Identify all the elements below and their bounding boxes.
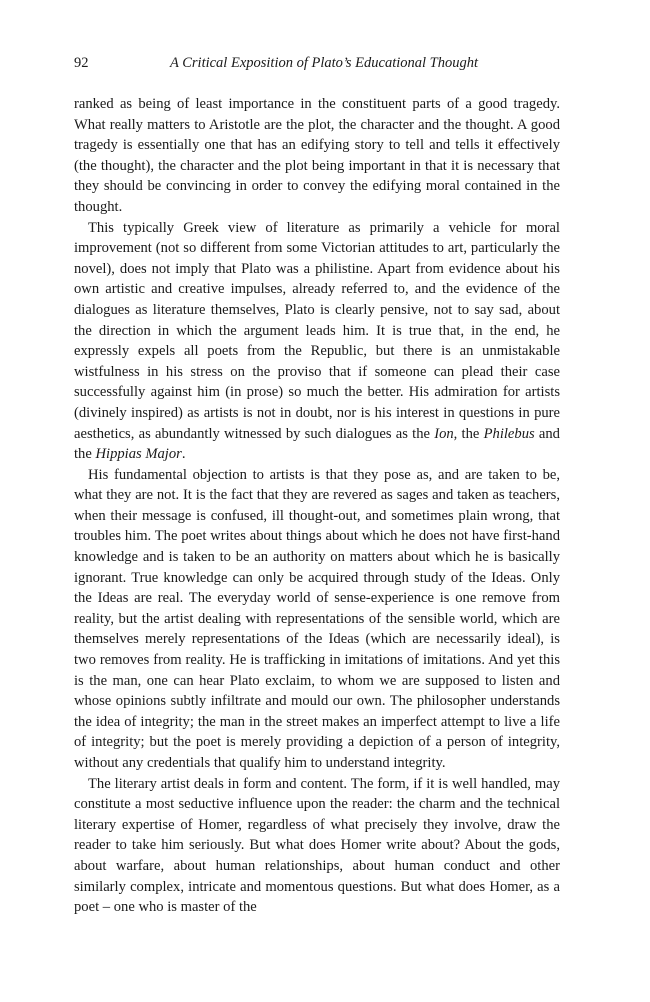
dialogue-title-hippias-major: Hippias Major — [95, 446, 182, 463]
separator: and the — [74, 425, 560, 463]
paragraph-2 — [74, 218, 560, 465]
separator: , the — [453, 425, 484, 442]
sentence-end: . — [181, 446, 186, 463]
dialogue-title-ion: Ion — [434, 425, 454, 442]
paragraph-2-text: This typically Greek view of literature as primarily a vehicle for moral improvement (not so different from some Victorian attitudes to art, particularly the novel), does not imply that Plato was a philistine. Apart from evidence about his own artistic and creative impulses, already referred to, and the evidence of the dialogues as literature themselves, Plato is clearly pensive, not to say sad, about the direction in which the argument leads him. It is true that, in the end, he expressly expels all poets from the Republic, but there is an unmistakable wistfulness in his stress on the proviso that if someone can plead their case successfully against him (in prose) so much the better. His admiration for artists (divinely inspired) as artists is not in doubt, nor is his interest in questions in pure aesthetics, as abundantly witnessed by such dialogues as the — [74, 219, 560, 442]
running-head — [74, 52, 560, 74]
page-number: 92 — [74, 55, 89, 71]
dialogue-title-philebus: Philebus — [483, 425, 535, 442]
paragraph-1: ranked as being of least importance in the constituent parts of a good tragedy. What really matters to Aristotle are the plot, the character and the thought. A good tragedy is essentially one that has an edifying story to tell and tells it effectively (the thought), the character and the plot being important in that it is necessary that they should be convincing in order to convey the edifying moral contained in the thought. — [74, 96, 560, 215]
book-page — [74, 52, 560, 918]
paragraph-4: The literary artist deals in form and content. The form, if it is well handled, may constitute a most seductive influence upon the reader: the charm and the technical literary expertise of Homer, regardless of what precisely they involve, draw the reader to take him seriously. But what does Homer write about? About the gods, about warfare, about human relationships, about human conduct and other similarly complex, intricate and momentous questions. But what does Homer, as a poet – one who is master of the — [74, 775, 560, 916]
running-title: A Critical Exposition of Plato’s Educational Thought — [170, 55, 478, 71]
paragraph-3: His fundamental objection to artists is that they pose as, and are taken to be, what they are not. It is the fact that they are revered as sages and taken as teachers, when their message is confused, ill thought-out, and sometimes plain wrong, that troubles him. The poet writes about things about which he does not have first-hand knowledge and is taken to be an authority on matters about which he is basically ignorant. True knowledge can only be acquired through study of the Ideas. Only the Ideas are real. The everyday world of sense-experience is one remove from reality, but the artist dealing with representations of the sensible world, which are themselves merely representations of the Ideas (which are necessarily ideal), is two removes from reality. He is trafficking in imitations of imitations. And yet this is the man, one can hear Plato exclaim, to whom we are supposed to listen and whose opinions subtly infiltrate and mould our own. The philosopher understands the idea of integrity; the man in the street makes an imperfect attempt to live a life of integrity; but the poet is merely providing a depiction of a person of integrity, without any credentials that qualify him to understand integrity. — [74, 466, 560, 771]
body-text — [74, 94, 560, 918]
